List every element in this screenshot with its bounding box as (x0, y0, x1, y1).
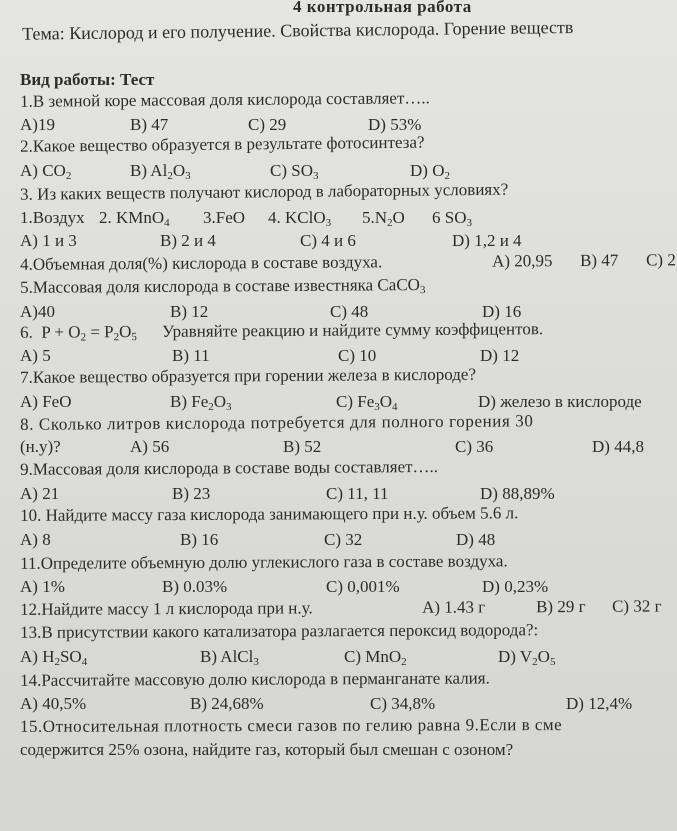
option-a: A)40 (20, 302, 55, 321)
substance-5: $5.N_2O$ (362, 208, 405, 229)
question-13-options (0, 646, 677, 668)
option-c: C) 29 (248, 115, 287, 134)
question-14-options (0, 693, 677, 715)
option-a: A) 1% (20, 577, 65, 596)
option-a: A) 5 (20, 346, 51, 365)
question-9 (0, 454, 677, 481)
option-c: C) 4 и 6 (300, 231, 356, 250)
work-type: Вид работы: Тест (20, 70, 155, 89)
question-10-options (0, 529, 677, 551)
question-8 (0, 409, 677, 436)
substance-4: 4. KClO$_3$ (268, 208, 332, 229)
option-a: A) $CO_2$ (20, 161, 72, 182)
question-3-substances (0, 207, 677, 229)
question-text: 13.В присутствии какого катализатора разлагается пероксид водорода?: (20, 620, 539, 642)
substance-6: 6 $SO_3$ (432, 208, 472, 229)
option-a: A) $H_2SO_4$ (20, 647, 88, 668)
option-c: C) 2 (645, 250, 676, 270)
question-text: 12.Найдите массу 1 л кислорода при н.у. (20, 598, 313, 619)
question-6 (0, 317, 677, 344)
option-c: C) 36 (455, 437, 494, 456)
option-b: B) 47 (130, 115, 169, 134)
question-text: 14.Рассчитайте массовую долю кислорода в перманганате калия. (20, 668, 490, 690)
question-15-continuation (0, 739, 677, 761)
question-text: 5.Массовая доля кислорода в составе известняка CaCO$_3$ (20, 275, 426, 297)
option-d: D) 0,23% (482, 577, 549, 596)
option-b: B) 16 (180, 530, 219, 549)
option-a: A) 40,5% (20, 694, 87, 713)
option-c: C) 32 г (611, 596, 662, 616)
option-d: D) 53% (368, 115, 422, 134)
question-1 (0, 85, 677, 113)
option-a: A) 21 (20, 484, 60, 503)
option-d: D) 12,4% (566, 694, 633, 713)
question-13 (0, 618, 677, 644)
option-b: B) 23 (172, 484, 211, 503)
option-b: B) 29 г (535, 596, 586, 617)
option-b: B) $Al_2O_3$ (130, 161, 191, 182)
question-text-continuation: содержится 25% озона, найдите газ, который был смешан с озоном? (20, 740, 514, 759)
substance-1: 1.Воздух (20, 208, 85, 227)
option-c: C) MnO$_2$ (344, 647, 407, 668)
question-15 (0, 714, 677, 738)
option-d: D) 12 (480, 346, 520, 365)
option-b: B) 0.03% (162, 577, 228, 596)
option-a: A) 1.43 г (421, 597, 486, 617)
question-12 (0, 595, 677, 621)
option-b: B) 2 и 4 (160, 231, 216, 250)
option-a: A) 8 (20, 530, 51, 549)
question-text: 8. Сколько литров кислорода потребуется для полного горения 30 (20, 411, 534, 434)
option-a: A)19 (20, 115, 55, 134)
question-text: 15.Относительная плотность смеси газов по гелию равна 9.Если в сме (20, 715, 563, 736)
question-text: 4.Объемная доля(%) кислорода в составе воздуха. (20, 252, 383, 274)
question-5 (0, 272, 677, 299)
option-b: B) 11 (172, 346, 210, 365)
option-d: D) 16 (482, 302, 522, 321)
option-a: A) 56 (130, 437, 170, 456)
option-c: C) 32 (324, 530, 363, 549)
option-c: C) 11, 11 (326, 484, 389, 503)
question-7 (0, 362, 677, 389)
question-text: 7.Какое вещество образуется при горении железа в кислороде? (20, 364, 477, 387)
question-text: 1.В земной коре массовая доля кислорода составляет….. (20, 88, 430, 111)
substance-3: 3.FeO (203, 208, 246, 227)
option-d: D) железо в кислороде (478, 392, 642, 411)
option-c: C) 0,001% (326, 577, 400, 596)
option-b: B) 47 (579, 250, 619, 270)
question-3-options (0, 230, 677, 252)
question-text: 2.Какое вещество образуется в результате фотосинтеза? (20, 132, 425, 156)
option-c: C) $SO_3$ (270, 161, 319, 182)
question-8-continuation: (н.у)? (20, 437, 61, 456)
option-b: B) 52 (283, 437, 322, 456)
option-c: C) 34,8% (370, 694, 436, 713)
question-text: 11.Определите объемную долю углекислого газа в составе воздуха. (20, 551, 508, 573)
option-b: B) $Fe_2O_3$ (170, 392, 232, 413)
option-d: D) $V_2O_5$ (498, 647, 556, 668)
topic-line (0, 15, 677, 45)
option-d: D) 48 (456, 530, 496, 549)
option-a: A) 20,95 (491, 251, 553, 271)
option-b: B) AlCl$_3$ (200, 647, 259, 668)
question-10 (0, 501, 677, 527)
option-c: C) 10 (338, 346, 377, 365)
option-d: D) 44,8 (592, 437, 644, 456)
topic: Тема: Кислород и его получение. Свойства кислорода. Горение веществ (22, 16, 574, 44)
substance-2: 2. KMnO$_4$ (99, 208, 170, 229)
question-14 (0, 666, 677, 692)
question-text: 10. Найдите массу газа кислорода занимающего при н.у. объем 5.6 л. (20, 503, 519, 525)
question-text: Уравняйте реакцию и найдите сумму коэффицентов. (162, 319, 544, 341)
question-11 (0, 549, 677, 575)
option-d: D) 88,89% (480, 484, 555, 503)
option-a: A) FeO (20, 392, 72, 411)
option-a: A) 1 и 3 (20, 231, 77, 250)
option-d: D) $O_2$ (410, 161, 450, 182)
question-text: 9.Массовая доля кислорода в составе воды составляет….. (20, 456, 439, 479)
option-c: C) 48 (330, 302, 369, 321)
test-heading: 4 контрольная работа (293, 0, 472, 16)
option-b: B) 12 (170, 302, 209, 321)
question-text: 3. Из каких веществ получают кислород в лабораторных условиях? (20, 179, 509, 204)
option-d: D) 1,2 и 4 (452, 231, 522, 250)
option-b: B) 24,68% (190, 694, 264, 713)
reaction-equation: 6. $P + O_2 = P_2O_5$ (20, 322, 137, 344)
question-11-options (0, 576, 677, 598)
option-c: C) $Fe_3O_4$ (336, 392, 398, 413)
